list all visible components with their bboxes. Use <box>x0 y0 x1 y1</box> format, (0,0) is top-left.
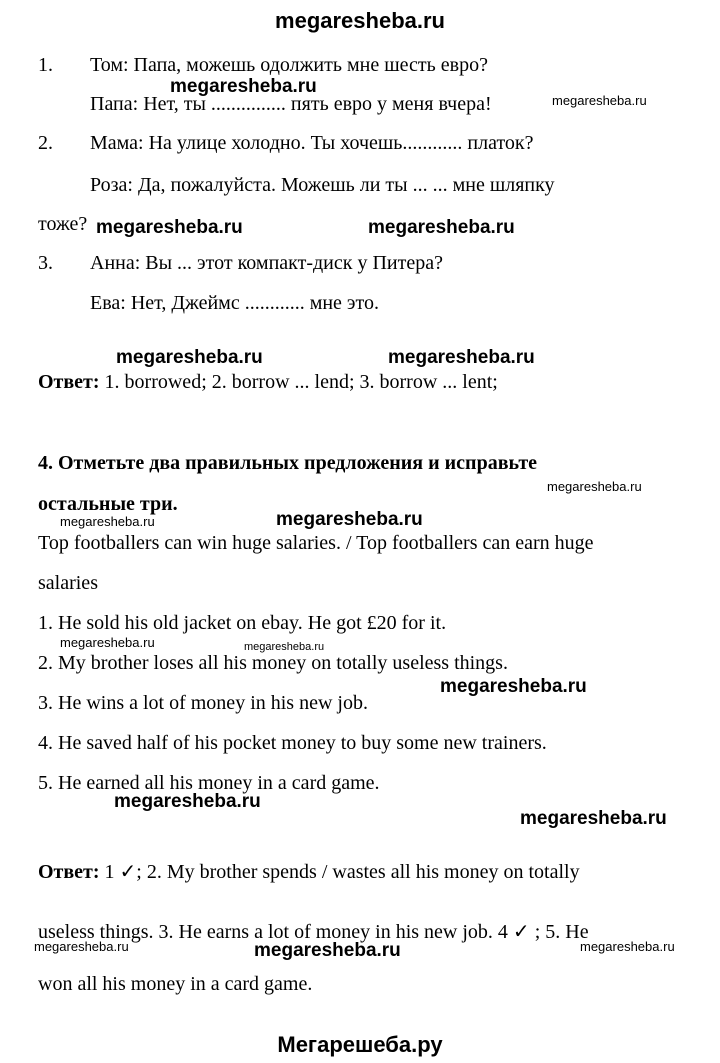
watermark: megaresheba.ru <box>170 76 317 97</box>
answer-1 <box>38 370 498 394</box>
task-4-item-4: 4. He saved half of his pocket money to buy some new trainers. <box>38 732 547 754</box>
watermark: megaresheba.ru <box>440 676 587 697</box>
dialogue-3-number: 3. <box>38 252 53 274</box>
task-4-item-5: 5. He earned all his money in a card game. <box>38 772 380 794</box>
watermark: megaresheba.ru <box>368 217 515 238</box>
task-4-example-line-2: salaries <box>38 572 98 594</box>
watermark: megaresheba.ru <box>547 479 642 494</box>
task-4-example-line-1: Top footballers can win huge salaries. / Top footballers can earn huge <box>38 532 594 554</box>
watermark: megaresheba.ru <box>114 791 261 812</box>
answer-2-line-1-text: 1 ✓; 2. My brother spends / wastes all his money on totally <box>99 861 580 883</box>
task-4-heading-line-1: 4. Отметьте два правильных предложения и исправьте <box>38 452 538 474</box>
watermark: megaresheba.ru <box>520 808 667 829</box>
answer-1-text: 1. borrowed; 2. borrow ... lend; 3. borrow ... lent; <box>99 371 498 393</box>
watermark: megaresheba.ru <box>60 514 155 529</box>
answer-2-line-1 <box>38 860 580 884</box>
watermark: megaresheba.ru <box>552 93 647 108</box>
task-4-heading-line-2: остальные три. <box>38 493 178 515</box>
watermark: megaresheba.ru <box>254 940 401 961</box>
answer-2-line-2: useless things. 3. He earns a lot of money in his new job. 4 ✓ ; 5. He <box>38 921 589 943</box>
site-header-title: megaresheba.ru <box>275 8 445 33</box>
dialogue-1-number: 1. <box>38 54 53 76</box>
watermark: megaresheba.ru <box>60 635 155 650</box>
watermark: megaresheba.ru <box>96 217 243 238</box>
task-4-item-1: 1. He sold his old jacket on ebay. He got £20 for it. <box>38 612 447 634</box>
task-4-item-3: 3. He wins a lot of money in his new job. <box>38 692 368 714</box>
answer-2-line-3: won all his money in a card game. <box>38 973 313 995</box>
watermark: megaresheba.ru <box>276 509 423 530</box>
site-footer-title: Мегарешеба.ру <box>277 1032 443 1057</box>
dialogue-3-line-1: Анна: Вы ... этот компакт-диск у Питера? <box>90 252 443 274</box>
dialogue-3-line-2: Ева: Нет, Джеймс ............ мне это. <box>90 292 379 314</box>
watermark: megaresheba.ru <box>244 641 325 653</box>
dialogue-2-line-3: тоже? <box>38 213 88 235</box>
dialogue-2-number: 2. <box>38 132 53 154</box>
watermark: megaresheba.ru <box>388 347 535 368</box>
watermark: megaresheba.ru <box>116 347 263 368</box>
answer-2-label: Ответ: <box>38 861 100 883</box>
watermark: megaresheba.ru <box>580 939 675 954</box>
dialogue-1-line-2: Папа: Нет, ты ............... пять евро у меня вчера! <box>90 93 492 115</box>
dialogue-2-line-2: Роза: Да, пожалуйста. Можешь ли ты ... ... мне шляпку <box>90 174 555 196</box>
watermark: megaresheba.ru <box>34 939 129 954</box>
dialogue-2-line-1: Мама: На улице холодно. Ты хочешь............ платок? <box>90 132 534 154</box>
task-4-item-2: 2. My brother loses all his money on totally useless things. <box>38 652 508 674</box>
answer-1-label: Ответ: <box>38 371 100 393</box>
dialogue-1-line-1: Том: Папа, можешь одолжить мне шесть евро? <box>90 54 488 76</box>
